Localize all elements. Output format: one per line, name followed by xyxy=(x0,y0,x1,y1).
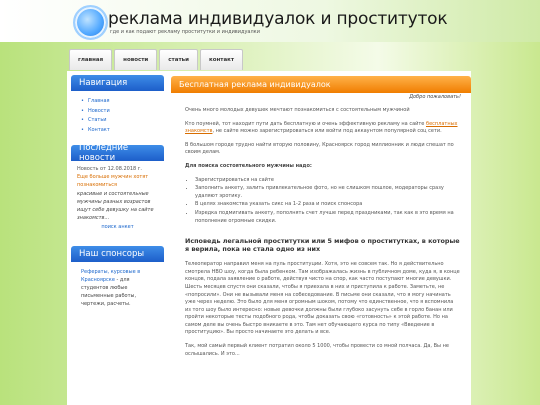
site-logo-icon[interactable] xyxy=(73,5,108,40)
site-subtitle: где и как подают рекламу проститутки и индивидуалки xyxy=(110,29,260,35)
paragraph-site xyxy=(185,121,460,136)
list-item: • Заполнить анкету, залить привлекательное фото, но не слишком пошлое, модераторы сразу удаляют эротику. xyxy=(195,185,460,200)
article-heading: Исповедь легальной проститутки или 5 мифов о проститутках, в которые я верила, пока не стала одно из них xyxy=(185,237,460,254)
steps-list xyxy=(185,177,460,226)
nav-articles[interactable]: статьи xyxy=(159,49,198,70)
news-box xyxy=(71,145,164,236)
sidebar-item-news[interactable]: • Новости xyxy=(81,107,156,117)
site-title[interactable]: реклама индивидуалок и проституток xyxy=(108,9,448,29)
sponsor-link[interactable]: Рефераты, курсовые в Красноярске xyxy=(81,268,141,283)
paragraph-city: В большом городе трудно найти вторую половину, Красноярск город миллионник и люди спешат по своим делам. xyxy=(185,141,454,156)
nav-contact[interactable]: контакт xyxy=(200,49,243,70)
paragraph-intro: Очень много молодых девушек мечтают познакомиться с состоятельным мужчиной xyxy=(185,107,410,113)
paragraph-site-post: , не сайте можно зарегистрироваться или войти под аккаунтом популярной соц сети. xyxy=(212,128,442,135)
list-heading: Для поиска состоятельного мужчины надо: xyxy=(185,162,312,169)
page-container xyxy=(67,71,471,405)
sidebar-item-articles[interactable]: • Статьи xyxy=(81,116,156,126)
top-nav xyxy=(69,49,243,69)
main-content xyxy=(171,71,471,405)
list-item: • В целях знакомства указать сикс на 1-2 раза и поиск спонсора xyxy=(195,201,460,209)
paragraph-story: Телеоператор направил меня на пуль проституции. Хотя, это не совсем так. Но я действительно смотрела НВО шоу, когда была ребенком. Там изображалась жизнь в публичном доме, куда я, в конце концов, подала заявление о работе, действуя чисто на спор, как часто поступают многие девушки. Шесть месяцев спустя они сказали, чтобы я приехала в них и приступила к работе. Заметьте, не «попросили». Они не вызывали меня на собеседование. В письме они сказали, что я могу начинать уже через неделю. Это было для меня огромным шоком, потому что единственное, что я вспомнила из того шоу было интересно: новые девочки должны были глубоко засунуть себе в горло банан или пройти некоторые тесты подобного рода, чтобы доказать свою «готовность» к этой работе. Но на самом деле вы очень быстро вникаете в это. Там нет обучающего курса по типу «Введение в проституцию». Вы просто начинаете это делать и все. xyxy=(185,261,460,336)
news-more-link[interactable]: поиск анкет xyxy=(101,224,134,231)
paragraph-story-2: Так, мой самый первый клиент потратил около 5 1000, чтобы провести со мной полчаса. Да, Вы не ослышались. И это... xyxy=(185,343,449,357)
nav-news[interactable]: новости xyxy=(114,49,157,70)
navigation-menu xyxy=(71,91,164,141)
navigation-box xyxy=(71,75,164,141)
dating-site-link[interactable]: бесплатных знакомств xyxy=(185,120,458,135)
right-background xyxy=(475,71,540,405)
sponsor-text: - для студентов любые письменные работы, чертежи, расчеты. xyxy=(81,276,137,308)
navigation-title: Навигация xyxy=(71,75,164,91)
news-date: Новость от 12.08.2018 г. xyxy=(77,166,143,172)
content-title: Бесплатная реклама индивидуалок xyxy=(171,76,471,93)
list-item: • Изредка подмигивать анкету, пополнять счет лучше перед праздниками, так как в это время на пополнение огромные скидки. xyxy=(195,210,460,225)
nav-home[interactable]: главная xyxy=(69,49,112,70)
sidebar-item-contact[interactable]: • Контакт xyxy=(81,126,156,136)
paragraph-site-pre: Кто поумней, тот находит пути дать бесплатную и очень эффективную рекламу на сайте xyxy=(185,120,426,127)
news-title: Последние новости xyxy=(71,145,164,161)
sidebar xyxy=(67,71,168,405)
sponsors-content xyxy=(71,262,164,315)
sponsors-title: Наш спонсоры xyxy=(71,246,164,262)
news-content xyxy=(71,161,164,236)
list-item: • Зарегистрироваться на сайте xyxy=(195,177,460,185)
news-body: красивые и состоятельные мужчины разных возрастов ищут себе девушку на сайте знакомств... xyxy=(77,190,154,222)
welcome-text: Добро пожаловать! xyxy=(409,94,461,100)
sponsors-box xyxy=(71,246,164,315)
article-body xyxy=(185,107,460,364)
sidebar-item-home[interactable]: • Главная xyxy=(81,97,156,107)
news-headline[interactable]: Еще больше мужчин хотят познакомиться xyxy=(77,174,149,189)
